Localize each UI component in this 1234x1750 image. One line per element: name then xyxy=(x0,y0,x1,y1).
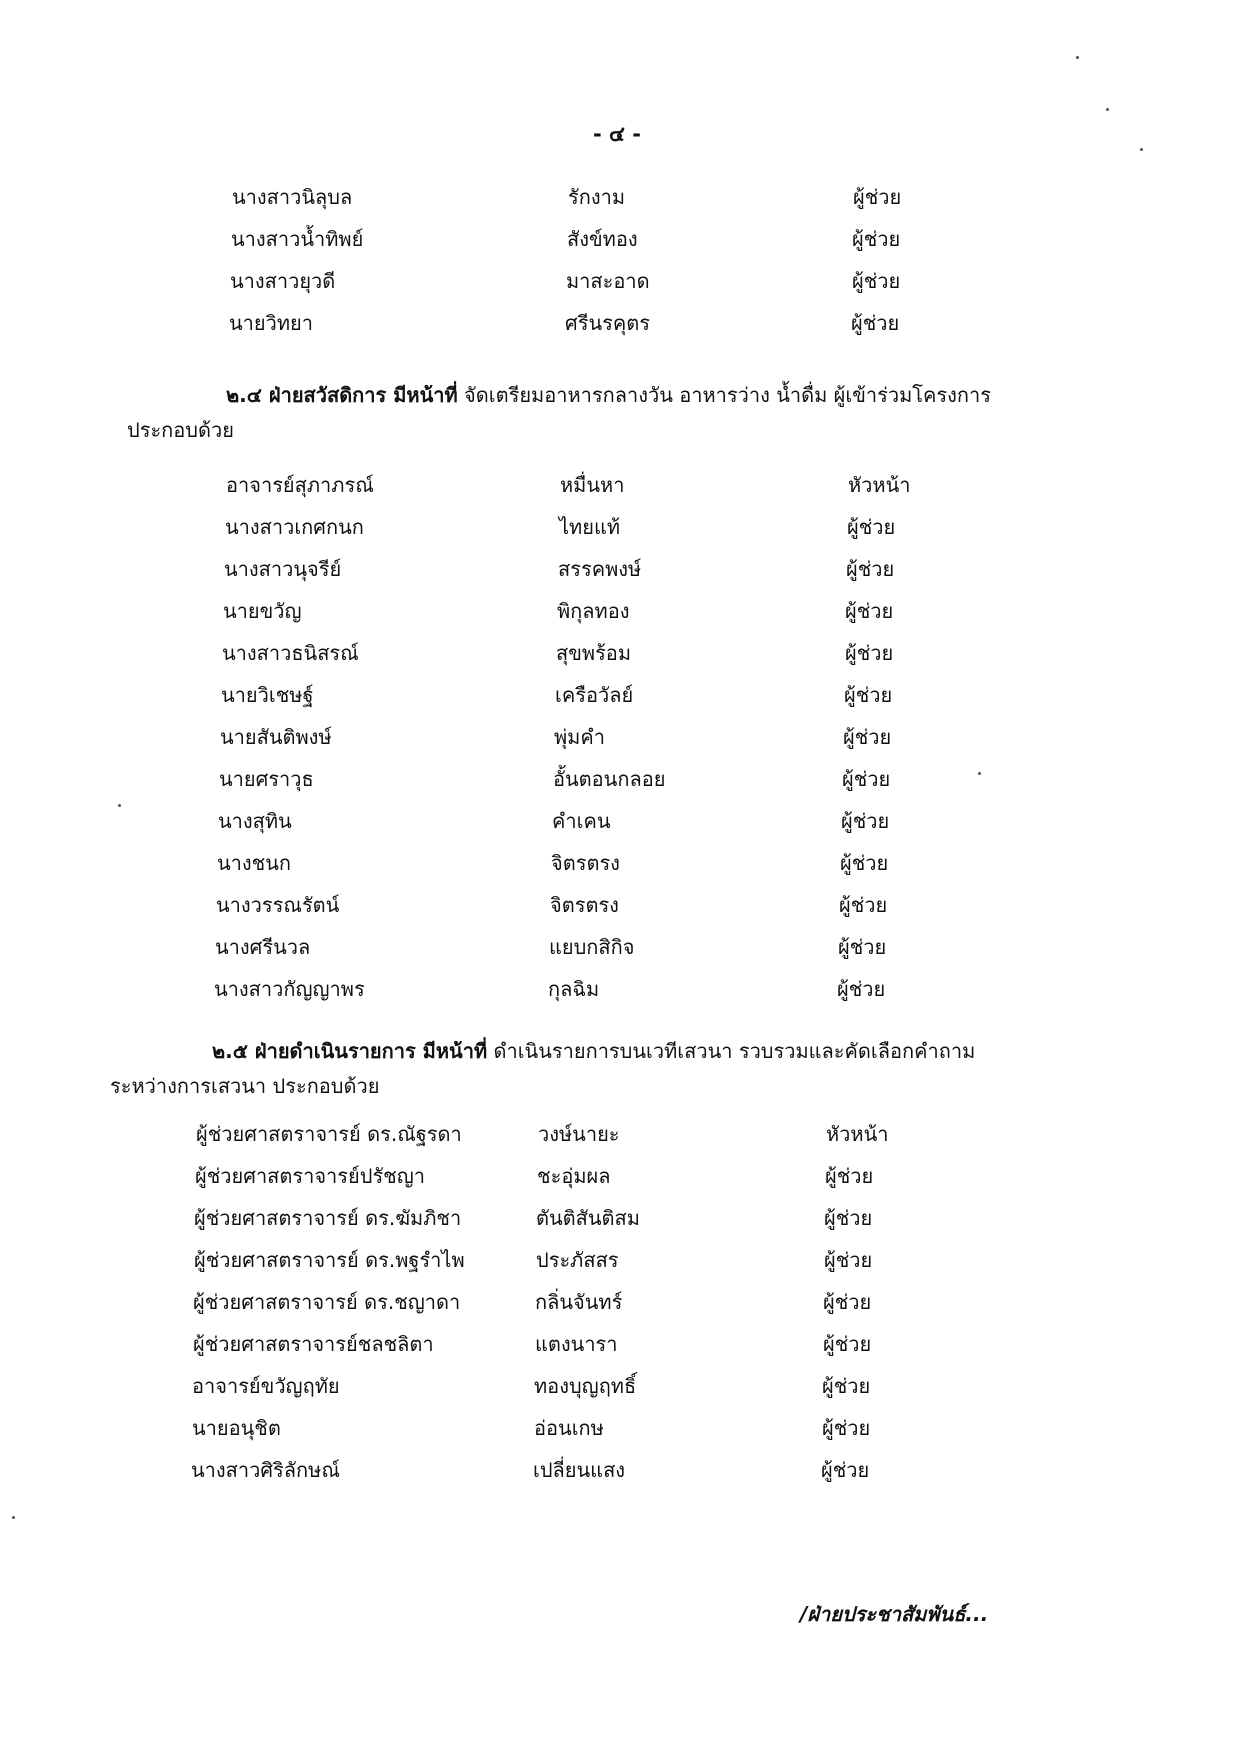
member-name: ผู้ช่วยศาสตราจารย์ ดร.ณัฐรดา xyxy=(196,1122,462,1146)
member-name: นางสาวยุวดี xyxy=(230,269,336,293)
member-role: ผู้ช่วย xyxy=(851,311,900,335)
member-name: ผู้ช่วยศาสตราจารย์ ดร.ฆัมภิชา xyxy=(194,1206,462,1230)
member-surname: กุลฉิม xyxy=(548,977,600,1001)
member-role: ผู้ช่วย xyxy=(824,1206,873,1230)
member-name: นายวิเชษฐ์ xyxy=(221,683,314,707)
member-surname: ชะอุ่มผล xyxy=(537,1164,611,1188)
member-name: อาจารย์ขวัญฤทัย xyxy=(192,1374,340,1398)
member-role: ผู้ช่วย xyxy=(844,683,893,707)
member-role: ผู้ช่วย xyxy=(822,1374,871,1398)
scan-speck xyxy=(12,1516,15,1519)
member-surname: สังข์ทอง xyxy=(567,227,638,251)
section-2-4-intro xyxy=(226,378,991,412)
member-name: ผู้ช่วยศาสตราจารย์ ดร.ชญาดา xyxy=(193,1290,461,1314)
table-row xyxy=(0,1117,1234,1151)
member-role: ผู้ช่วย xyxy=(842,767,891,791)
table-row xyxy=(0,468,1234,502)
table-row xyxy=(0,636,1234,670)
member-name: นายขวัญ xyxy=(223,599,302,623)
member-name: นางสุทิน xyxy=(218,809,292,833)
table-row xyxy=(0,972,1234,1006)
member-surname: คำเคน xyxy=(552,809,611,833)
member-role: ผู้ช่วย xyxy=(840,851,889,875)
scan-speck xyxy=(1076,56,1079,59)
member-name: นางสาวเกศกนก xyxy=(225,515,364,539)
member-role: ผู้ช่วย xyxy=(841,809,890,833)
member-role: ผู้ช่วย xyxy=(838,935,887,959)
member-surname: ทองบุญฤทธิ์ xyxy=(534,1374,637,1398)
member-surname: พิกุลทอง xyxy=(557,599,630,623)
member-role: ผู้ช่วย xyxy=(824,1248,873,1272)
table-row xyxy=(0,1411,1234,1445)
member-name: อาจารย์สุภาภรณ์ xyxy=(226,473,374,497)
member-name: นางวรรณรัตน์ xyxy=(216,893,340,917)
member-surname: แยบกสิกิจ xyxy=(549,935,635,959)
member-surname: หมื่นหา xyxy=(560,473,625,497)
table-row xyxy=(0,762,1234,796)
scan-speck xyxy=(1106,108,1109,111)
section-heading: ๒.๔ ฝ่ายสวัสดิการ มีหน้าที่ xyxy=(226,383,458,407)
member-name: ผู้ช่วยศาสตราจารย์ชลชลิตา xyxy=(193,1332,434,1356)
table-row xyxy=(0,1285,1234,1319)
member-name: นางสาวนิลุบล xyxy=(232,185,353,209)
table-row xyxy=(0,1159,1234,1193)
table-row xyxy=(0,930,1234,964)
member-role: ผู้ช่วย xyxy=(839,893,888,917)
member-surname: เครือวัลย์ xyxy=(555,683,634,707)
section-description: ดำเนินรายการบนเวทีเสวนา รวบรวมและคัดเลือกคำถาม xyxy=(493,1039,976,1063)
table-row xyxy=(0,678,1234,712)
member-surname: วงษ์นายะ xyxy=(538,1122,620,1146)
table-row xyxy=(0,888,1234,922)
member-name: ผู้ช่วยศาสตราจารย์ปรัชญา xyxy=(195,1164,426,1188)
member-name: นายอนุชิต xyxy=(192,1416,281,1440)
section-2-5-intro xyxy=(212,1034,975,1068)
section-2-5-intro-cont: ระหว่างการเสวนา ประกอบด้วย xyxy=(110,1074,380,1098)
member-surname: จิตรตรง xyxy=(551,851,620,875)
member-role: ผู้ช่วย xyxy=(821,1458,870,1482)
member-role: ผู้ช่วย xyxy=(823,1332,872,1356)
table-row xyxy=(0,306,1234,340)
member-surname: จิตรตรง xyxy=(550,893,619,917)
member-role: ผู้ช่วย xyxy=(845,641,894,665)
member-role: ผู้ช่วย xyxy=(852,227,901,251)
member-role: ผู้ช่วย xyxy=(853,185,902,209)
member-role: ผู้ช่วย xyxy=(843,725,892,749)
member-surname: เปลี่ยนแสง xyxy=(533,1458,626,1482)
member-surname: สรรคพงษ์ xyxy=(558,557,642,581)
table-row xyxy=(0,1369,1234,1403)
member-surname: ประภัสสร xyxy=(536,1248,619,1272)
member-name: นายศราวุธ xyxy=(219,767,314,791)
section-2-4-intro-cont: ประกอบด้วย xyxy=(127,418,234,442)
scan-speck xyxy=(978,772,981,775)
table-row xyxy=(0,1243,1234,1277)
table-row xyxy=(0,594,1234,628)
member-name: นายวิทยา xyxy=(229,311,313,335)
section-heading: ๒.๕ ฝ่ายดำเนินรายการ มีหน้าที่ xyxy=(212,1039,488,1063)
member-role: ผู้ช่วย xyxy=(825,1164,874,1188)
member-role: ผู้ช่วย xyxy=(837,977,886,1001)
member-surname: อั้นตอนกลอย xyxy=(553,767,666,791)
scan-speck xyxy=(118,804,121,807)
member-name: นายสันติพงษ์ xyxy=(220,725,332,749)
member-role: ผู้ช่วย xyxy=(852,269,901,293)
member-surname: ศรีนรคุตร xyxy=(565,311,650,335)
table-row xyxy=(0,552,1234,586)
member-surname: แตงนารา xyxy=(535,1332,618,1356)
member-surname: รักงาม xyxy=(568,185,626,209)
member-surname: พุ่มคำ xyxy=(554,725,605,749)
table-row xyxy=(0,720,1234,754)
member-name: นางสาวกัญญาพร xyxy=(214,977,365,1001)
table-row xyxy=(0,1327,1234,1361)
member-name: นางศรีนวล xyxy=(215,935,311,959)
table-row xyxy=(0,222,1234,256)
member-name: นางชนก xyxy=(217,851,292,875)
member-role: หัวหน้า xyxy=(826,1122,889,1146)
table-row xyxy=(0,510,1234,544)
section-description: จัดเตรียมอาหารกลางวัน อาหารว่าง น้ำดื่ม ผู้เข้าร่วมโครงการ xyxy=(464,383,991,407)
table-row xyxy=(0,264,1234,298)
table-row xyxy=(0,846,1234,880)
member-surname: ไทยแท้ xyxy=(559,515,621,539)
member-surname: อ่อนเกษ xyxy=(534,1416,604,1440)
member-surname: สุขพร้อม xyxy=(556,641,631,665)
table-row xyxy=(0,180,1234,214)
member-role: ผู้ช่วย xyxy=(845,599,894,623)
member-name: นางสาวศิริลักษณ์ xyxy=(191,1458,340,1482)
member-role: ผู้ช่วย xyxy=(823,1290,872,1314)
page-number: - ๔ - xyxy=(593,122,641,146)
member-name: นางสาวธนิสรณ์ xyxy=(222,641,359,665)
member-role: ผู้ช่วย xyxy=(822,1416,871,1440)
member-surname: มาสะอาด xyxy=(566,269,650,293)
member-role: หัวหน้า xyxy=(848,473,911,497)
member-role: ผู้ช่วย xyxy=(847,515,896,539)
member-name: นางสาวน้ำทิพย์ xyxy=(231,227,364,251)
member-name: นางสาวนุจรีย์ xyxy=(224,557,342,581)
table-row xyxy=(0,804,1234,838)
table-row xyxy=(0,1201,1234,1235)
continuation-note: /ฝ่ายประชาสัมพันธ์... xyxy=(800,1602,989,1626)
member-name: ผู้ช่วยศาสตราจารย์ ดร.พฐรำไพ xyxy=(194,1248,465,1272)
scan-speck xyxy=(1140,148,1143,151)
member-role: ผู้ช่วย xyxy=(846,557,895,581)
member-surname: กลิ่นจันทร์ xyxy=(535,1290,623,1314)
table-row xyxy=(0,1453,1234,1487)
member-surname: ตันติสันติสม xyxy=(536,1206,640,1230)
